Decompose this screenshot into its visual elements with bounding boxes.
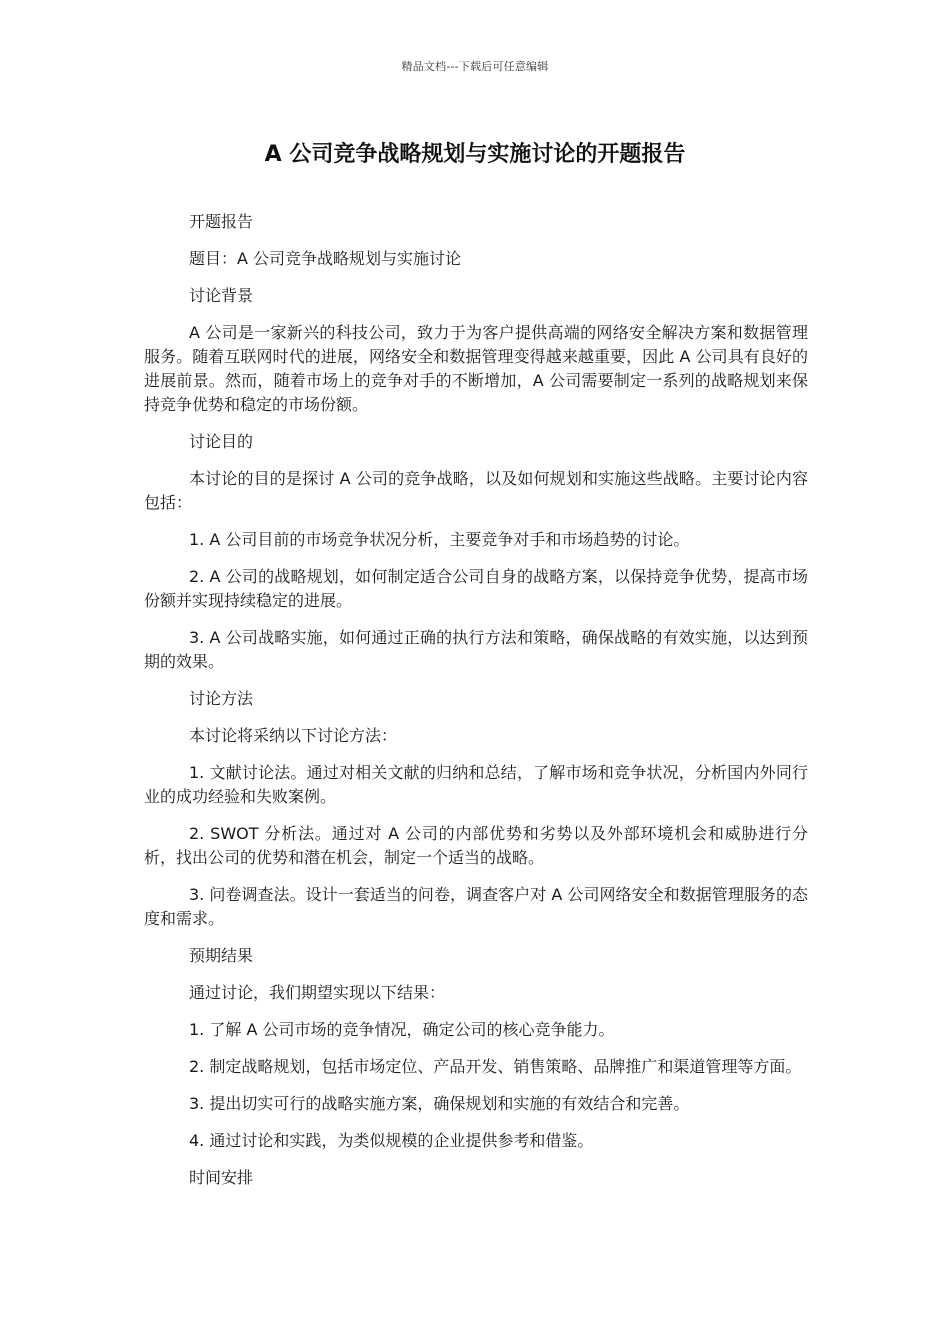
methods-intro: 本讨论将采纳以下讨论方法： [189, 726, 398, 745]
section-heading-purpose: 讨论目的 [189, 432, 254, 451]
report-topic: 题目：A 公司竞争战略规划与实施讨论 [189, 249, 462, 268]
result-item-4: 4. 通过讨论和实践，为类似规模的企业提供参考和借鉴。 [189, 1131, 594, 1150]
purpose-item-3: 3. A 公司战略实施，如何通过正确的执行方法和策略，确保战略的有效实施，以达到预期的效果。 [144, 628, 808, 671]
method-item-1: 1. 文献讨论法。通过对相关文献的归纳和总结，了解市场和竞争状况，分析国内外同行业的成功经验和失败案例。 [144, 763, 808, 806]
section-heading-methods: 讨论方法 [189, 689, 254, 708]
header-note: 精品文档---下载后可任意编辑 [401, 60, 549, 73]
section-heading-results: 预期结果 [189, 946, 254, 965]
method-item-3: 3. 问卷调查法。设计一套适当的问卷，调查客户对 A 公司网络安全和数据管理服务的态度和需求。 [144, 885, 808, 928]
method-item-2: 2. SWOT 分析法。通过对 A 公司的内部优势和劣势以及外部环境机会和威胁进行分析，找出公司的优势和潜在机会，制定一个适当的战略。 [144, 824, 808, 867]
background-paragraph: A 公司是一家新兴的科技公司，致力于为客户提供高端的网络安全解决方案和数据管理服务。随着互联网时代的进展，网络安全和数据管理变得越来越重要，因此 A 公司具有良好的进展前景。然而，随着市场上的竞争对手的不断增加，A 公司需要制定一系列的战略规划来保持竞争优势和稳定的市场份额。 [144, 323, 808, 414]
section-heading-report: 开题报告 [189, 212, 254, 231]
section-heading-schedule: 时间安排 [189, 1168, 254, 1187]
results-intro: 通过讨论，我们期望实现以下结果： [189, 983, 446, 1002]
result-item-3: 3. 提出切实可行的战略实施方案，确保规划和实施的有效结合和完善。 [189, 1094, 690, 1113]
purpose-item-2: 2. A 公司的战略规划，如何制定适合公司自身的战略方案，以保持竞争优势，提高市场份额并实现持续稳定的进展。 [144, 567, 808, 610]
result-item-2: 2. 制定战略规划，包括市场定位、产品开发、销售策略、品牌推广和渠道管理等方面。 [189, 1057, 802, 1076]
purpose-paragraph: 本讨论的目的是探讨 A 公司的竞争战略，以及如何规划和实施这些战略。主要讨论内容包括： [144, 469, 808, 512]
result-item-1: 1. 了解 A 公司市场的竞争情况，确定公司的核心竞争能力。 [189, 1020, 615, 1039]
document-title: A 公司竞争战略规划与实施讨论的开题报告 [264, 142, 686, 167]
document-body [144, 210, 808, 1203]
purpose-item-1: 1. A 公司目前的市场竞争状况分析，主要竞争对手和市场趋势的讨论。 [189, 530, 690, 549]
section-heading-background: 讨论背景 [189, 286, 254, 305]
